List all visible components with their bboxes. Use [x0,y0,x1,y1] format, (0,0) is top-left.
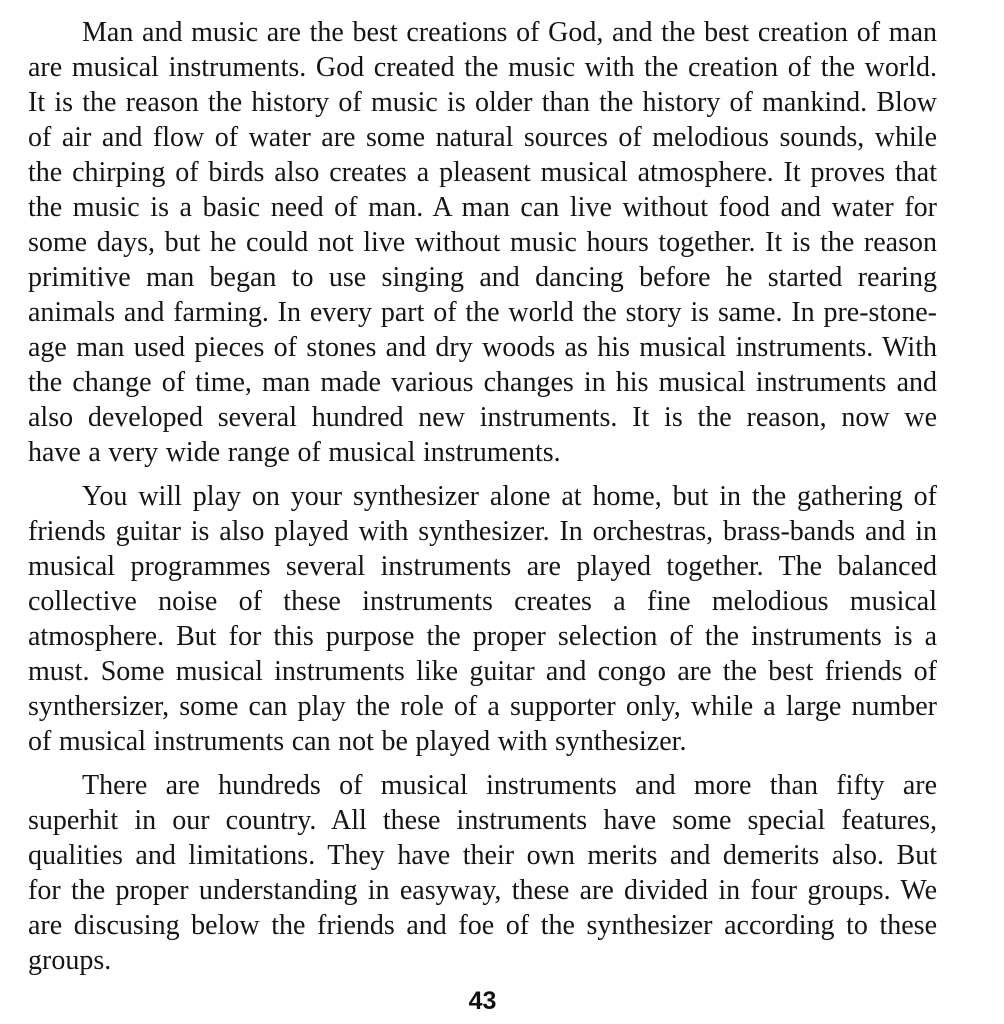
text-line: have a very wide range of musical instruments. [28,437,561,468]
text-line: groups. [28,945,112,976]
page-number: 43 [468,987,497,1015]
text-line: are musical instruments. God created the music with the creation of the world. [28,52,937,83]
text-line: You will play on your synthesizer alone at home, but in the gathering of [82,481,937,512]
text-line: synthersizer, some can play the role of a supporter only, while a large number [28,691,937,722]
text-line: Man and music are the best creations of God, and the best creation of man [82,17,937,48]
text-line: friends guitar is also played with synthesizer. In orchestras, brass-bands and in [28,516,937,547]
text-line: atmosphere. But for this purpose the proper selection of the instruments is a [28,621,937,652]
text-line: age man used pieces of stones and dry woods as his musical instruments. With [28,332,937,363]
text-line: of musical instruments can not be played with synthesizer. [28,726,687,757]
text-line: superhit in our country. All these instruments have some special features, [28,805,937,836]
paragraph-3 [28,768,937,978]
text-line: collective noise of these instruments creates a fine melodious musical [28,586,937,617]
paragraph-2 [28,479,937,759]
text-line: musical programmes several instruments are played together. The balanced [28,551,937,582]
text-line: for the proper understanding in easyway, these are divided in four groups. We [28,875,937,906]
paragraph-1 [28,15,937,470]
text-line: There are hundreds of musical instruments and more than fifty are [82,770,937,801]
text-line: also developed several hundred new instruments. It is the reason, now we [28,402,937,433]
text-line: must. Some musical instruments like guitar and congo are the best friends of [28,656,937,687]
page-content [28,15,937,978]
text-line: It is the reason the history of music is older than the history of mankind. Blow [28,87,937,118]
text-line: are discusing below the friends and foe of the synthesizer according to these [28,910,937,941]
text-line: some days, but he could not live without music hours together. It is the reason [28,227,937,258]
text-line: the chirping of birds also creates a pleasent musical atmosphere. It proves that [28,157,937,188]
text-line: qualities and limitations. They have their own merits and demerits also. But [28,840,937,871]
text-line: primitive man began to use singing and dancing before he started rearing [28,262,937,293]
text-line: animals and farming. In every part of the world the story is same. In pre-stone- [28,297,937,328]
text-line: the music is a basic need of man. A man can live without food and water for [28,192,937,223]
text-line: the change of time, man made various changes in his musical instruments and [28,367,937,398]
text-line: of air and flow of water are some natural sources of melodious sounds, while [28,122,937,153]
